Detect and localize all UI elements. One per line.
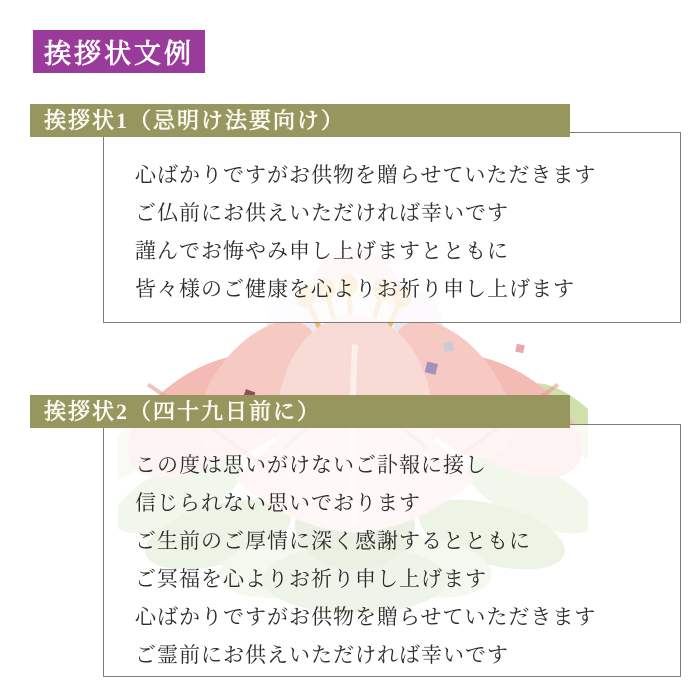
example-line: 信じられない思いでおります: [135, 492, 421, 515]
page-title: 挨拶状文例: [33, 30, 205, 73]
example-line: 謹んでお悔やみ申し上げますとともに: [135, 240, 509, 263]
example-line: ご生前のご厚情に深く感謝するとともに: [135, 530, 531, 553]
section-2-heading: 挨拶状2（四十九日前に）: [30, 395, 570, 428]
example-line: ご仏前にお供えいただければ幸いです: [135, 202, 509, 225]
section-1-heading: 挨拶状1（忌明け法要向け）: [30, 104, 570, 137]
example-line: 心ばかりですがお供物を贈らせていただきます: [135, 164, 597, 187]
example-line: 心ばかりですがお供物を贈らせていただきます: [135, 606, 597, 629]
example-line: 皆々様のご健康を心よりお祈り申し上げます: [135, 278, 575, 301]
example-line: ご霊前にお供えいただければ幸いです: [135, 644, 509, 667]
section-1-example-box: [103, 132, 681, 323]
example-line: この度は思いがけないご訃報に接し: [135, 454, 487, 477]
example-line: ご冥福を心よりお祈り申し上げます: [135, 568, 487, 591]
section-2-example-box: [103, 424, 681, 677]
